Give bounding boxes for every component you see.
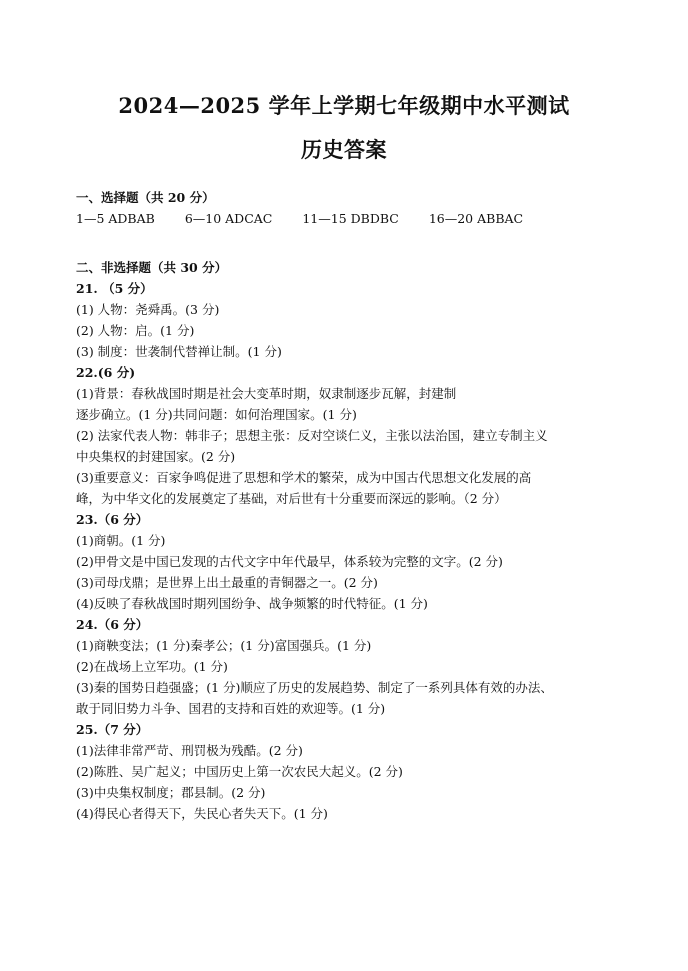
q23-heading: 23.（6 分） xyxy=(76,512,149,527)
q21-heading: 21. （5 分） xyxy=(76,281,153,296)
q22-answer-line: 中央集权的封建国家。(2 分) xyxy=(76,449,236,464)
q25-answer-line: (1)法律非常严苛、刑罚极为残酷。(2 分) xyxy=(76,743,303,758)
q22-answer-line: (2) 法家代表人物：韩非子；思想主张：反对空谈仁义，主张以法治国，建立专制主义 xyxy=(76,428,548,443)
q22-heading: 22.(6 分) xyxy=(76,365,136,380)
q21-answer-line: (1) 人物：尧舜禹。(3 分) xyxy=(76,302,220,317)
multiple-choice-answers xyxy=(76,211,549,227)
q25-answer-line: (2)陈胜、吴广起义；中国历史上第一次农民大起义。(2 分) xyxy=(76,764,403,779)
q21-answer-line: (3) 制度：世袭制代替禅让制。(1 分) xyxy=(76,344,282,359)
q24-answer-line: (2)在战场上立军功。(1 分) xyxy=(76,659,228,674)
q24-answer-line: 敢于同旧势力斗争、国君的支持和百姓的欢迎等。(1 分) xyxy=(76,701,386,716)
section2-heading: 二、非选择题（共 30 分） xyxy=(76,260,228,275)
q24-answer-line: (1)商鞅变法；(1 分)秦孝公；(1 分)富国强兵。(1 分) xyxy=(76,638,372,653)
q22-answer-line: 逐步确立。(1 分)共同问题：如何治理国家。(1 分) xyxy=(76,407,357,422)
q22-answer-line: 峰，为中华文化的发展奠定了基础，对后世有十分重要而深远的影响。（2 分） xyxy=(76,491,507,506)
q22-answer-line: (1)背景：春秋战国时期是社会大变革时期，奴隶制逐步瓦解，封建制 xyxy=(76,386,457,401)
q22-answer-line: (3)重要意义：百家争鸣促进了思想和学术的繁荣，成为中国古代思想文化发展的高 xyxy=(76,470,532,485)
q23-answer-line: (3)司母戊鼎；是世界上出土最重的青铜器之一。(2 分) xyxy=(76,575,378,590)
q23-answer-line: (1)商朝。(1 分) xyxy=(76,533,166,548)
q25-heading: 25.（7 分） xyxy=(76,722,149,737)
q25-answer-line: (3)中央集权制度；郡县制。(2 分) xyxy=(76,785,266,800)
q25-answer-line: (4)得民心者得天下，失民心者失天下。(1 分) xyxy=(76,806,328,821)
mc-answer-group: 16—20 ABBAC xyxy=(428,211,524,226)
q23-answer-line: (4)反映了春秋战国时期列国纷争、战争频繁的时代特征。(1 分) xyxy=(76,596,428,611)
mc-answer-group: 1—5 ADBAB xyxy=(76,211,155,226)
q24-answer-line: (3)秦的国势日趋强盛；(1 分)顺应了历史的发展趋势、制定了一系列具体有效的办法、 xyxy=(76,680,553,695)
section1-heading: 一、选择题（共 20 分） xyxy=(76,190,215,205)
document-title: 2024—2025 学年上学期七年级期中水平测试 xyxy=(118,93,570,118)
q23-answer-line: (2)甲骨文是中国已发现的古代文字中年代最早，体系较为完整的文字。(2 分) xyxy=(76,554,503,569)
document-subtitle: 历史答案 xyxy=(301,137,387,162)
mc-answer-group: 11—15 DBDBC xyxy=(302,211,399,226)
q21-answer-line: (2) 人物：启。(1 分) xyxy=(76,323,195,338)
q24-heading: 24.（6 分） xyxy=(76,617,149,632)
mc-answer-group: 6—10 ADCAC xyxy=(184,211,273,226)
